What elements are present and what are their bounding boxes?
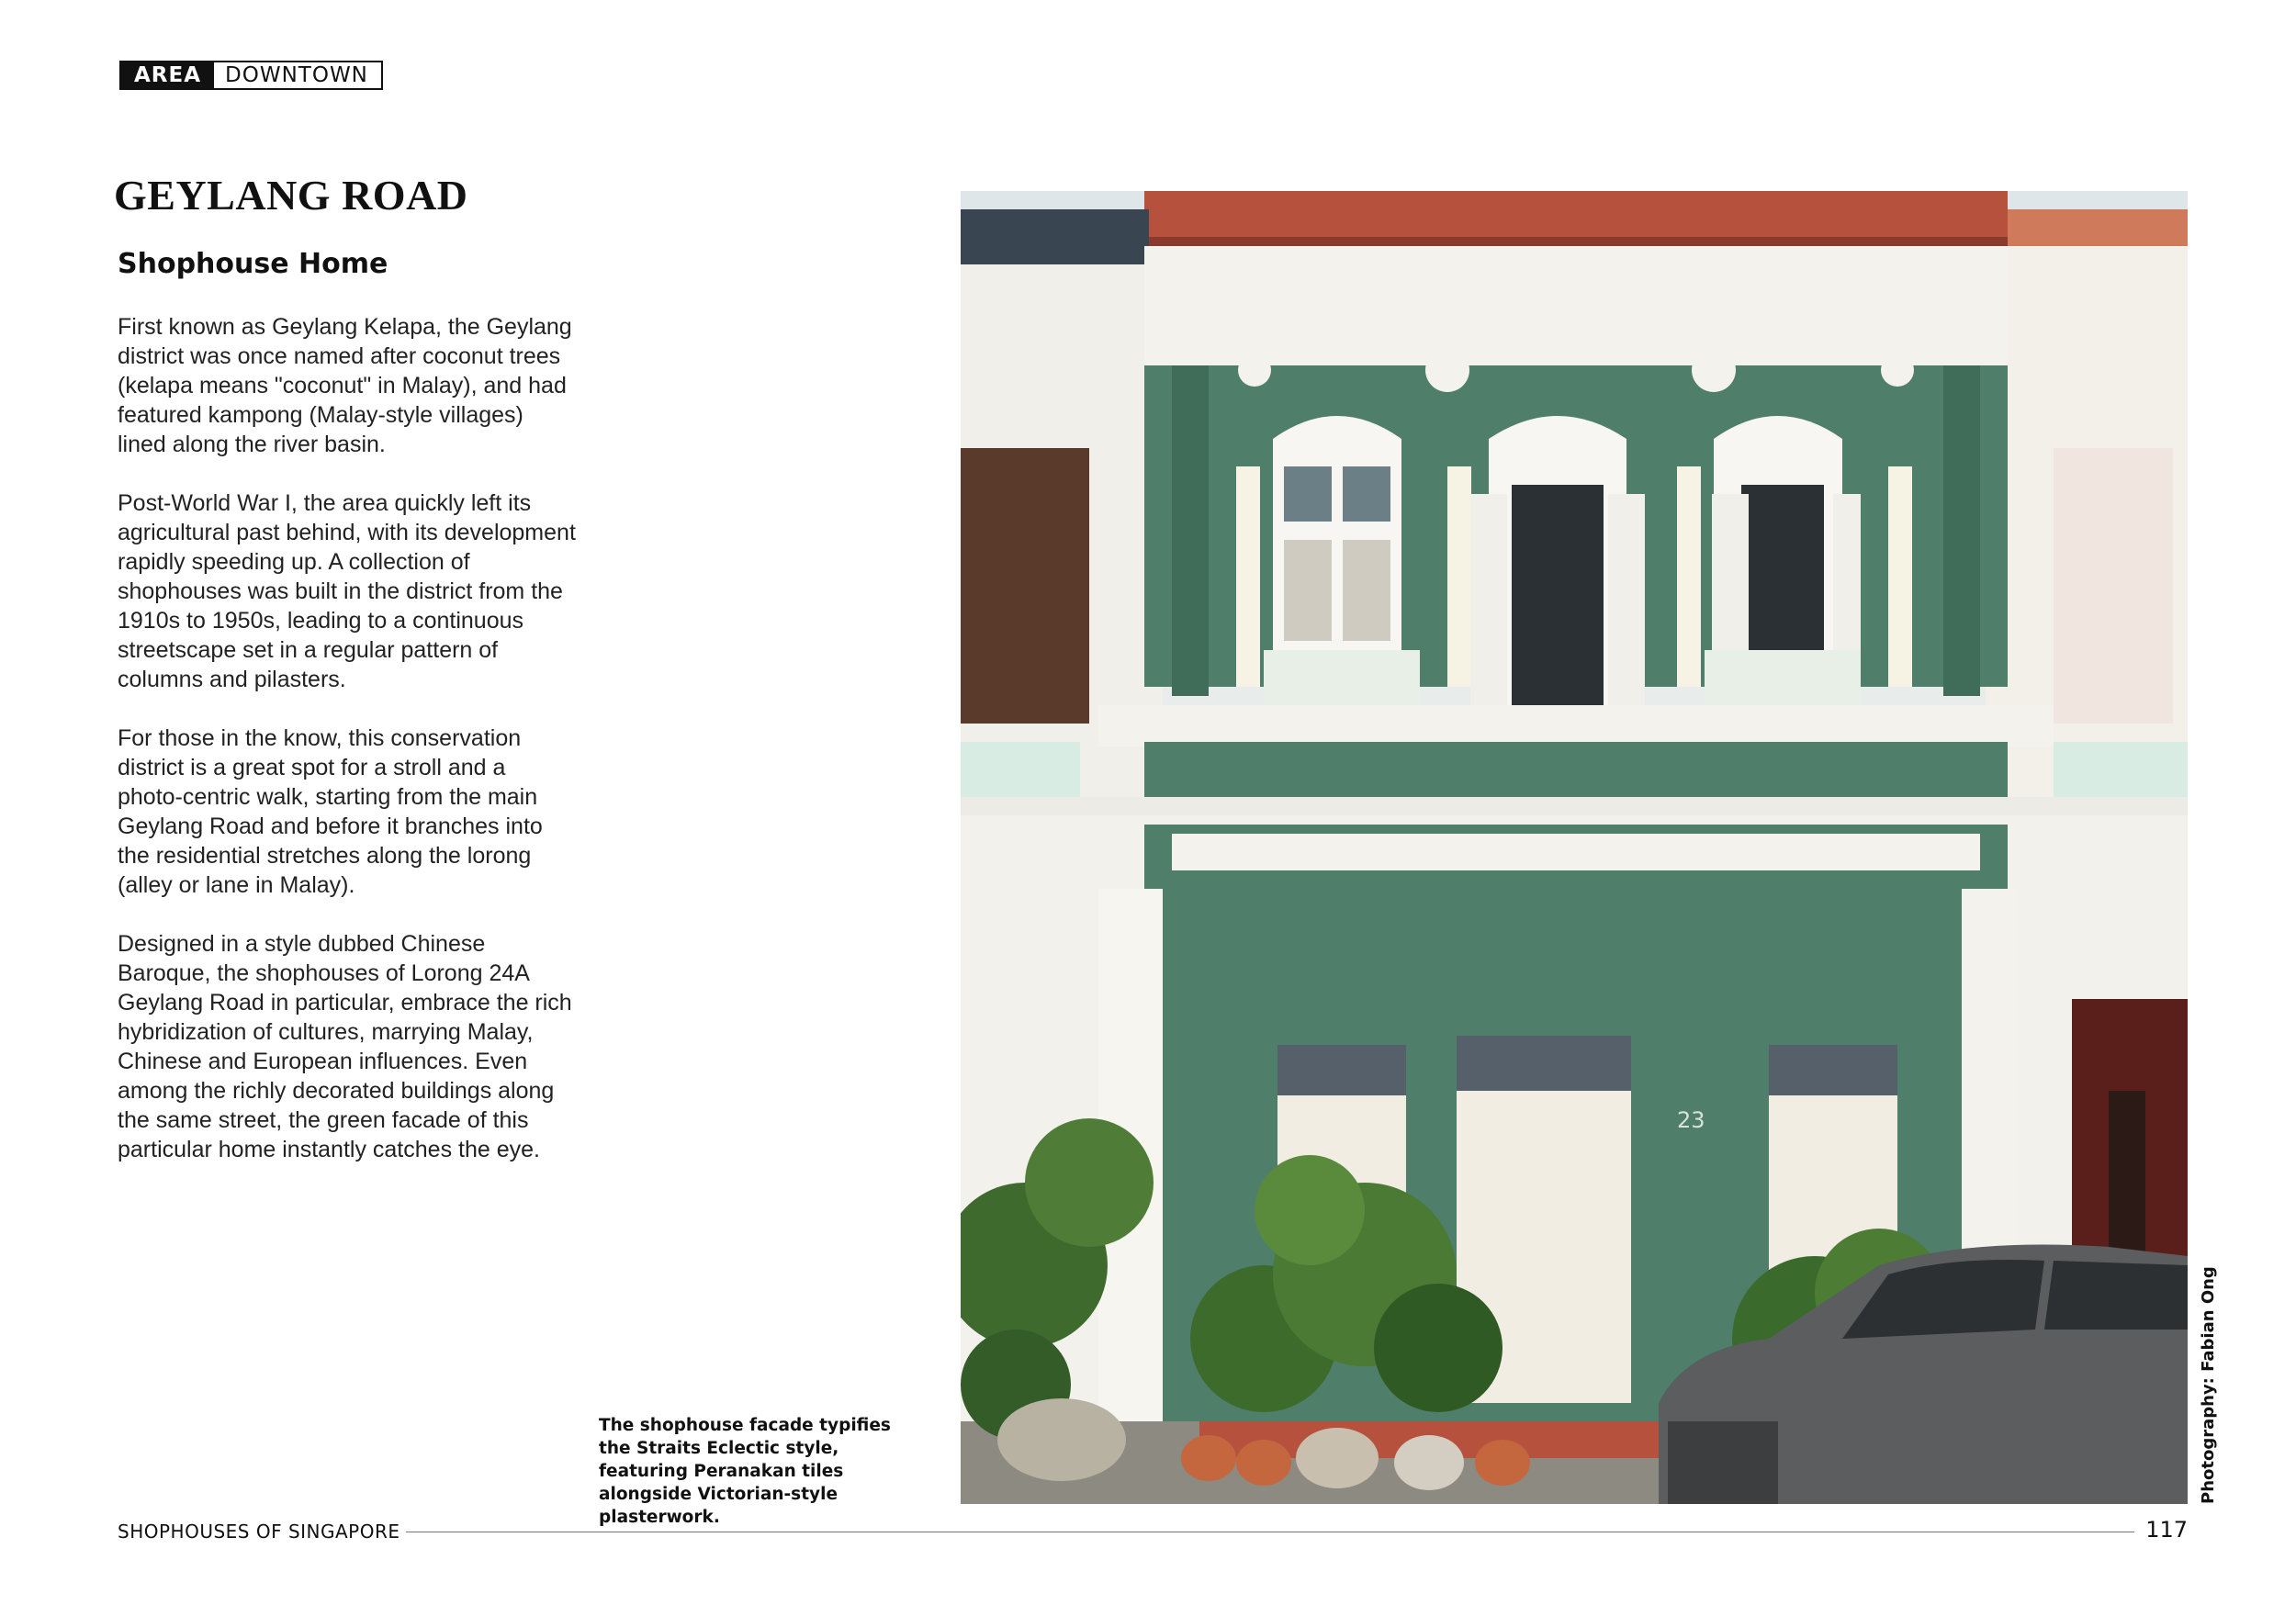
area-tag — [119, 61, 383, 90]
paragraph-2: Post-World War I, the area quickly left its agricultural past behind, with its development rapidly speeding up. A collection of shophouses was built in the district from the 1910s to 1950s, leading to a continuous streetscape set in a regular pattern of columns and pilasters. — [118, 490, 576, 692]
roof-tiles — [1144, 191, 2008, 237]
paragraph-4: Designed in a style dubbed Chinese Baroque, the shophouses of Lorong 24A Geylang Road in particular, embrace the rich hybridization of cultures, marrying Malay, Chinese and European influences. Even among the richly decorated buildings along the same street, the green facade of this particular home instantly catches the eye. — [118, 931, 572, 1162]
house-number: 23 — [1677, 1107, 1705, 1133]
article-body — [118, 312, 577, 1194]
photo-credit: Photography: Fabian Ong — [2199, 1266, 2218, 1504]
article-subtitle: Shophouse Home — [118, 248, 388, 280]
photo-caption: The shophouse facade typifies the Straits Eclectic style, featuring Peranakan tiles alongside Victorian-style plasterwork. — [599, 1416, 891, 1527]
paragraph-1: First known as Geylang Kelapa, the Geylang district was once named after coconut trees (kelapa means "coconut" in Malay), and had featured kampong (Malay-style villages) lined along the river basin. — [118, 314, 572, 457]
paragraph-3: For those in the know, this conservation district is a great spot for a stroll and a photo-centric walk, starting from the main Geylang Road and before it branches into the residential stretches along the lorong (alley or lane in Malay). — [118, 725, 543, 898]
article-title: GEYLANG ROAD — [114, 172, 468, 219]
shophouse-illustration — [961, 191, 2188, 1504]
area-label: AREA — [121, 62, 214, 88]
publication-name: SHOPHOUSES OF SINGAPORE — [118, 1521, 400, 1543]
page-number: 117 — [2145, 1517, 2188, 1543]
shophouse-photo — [961, 191, 2188, 1504]
area-value: DOWNTOWN — [225, 63, 368, 87]
